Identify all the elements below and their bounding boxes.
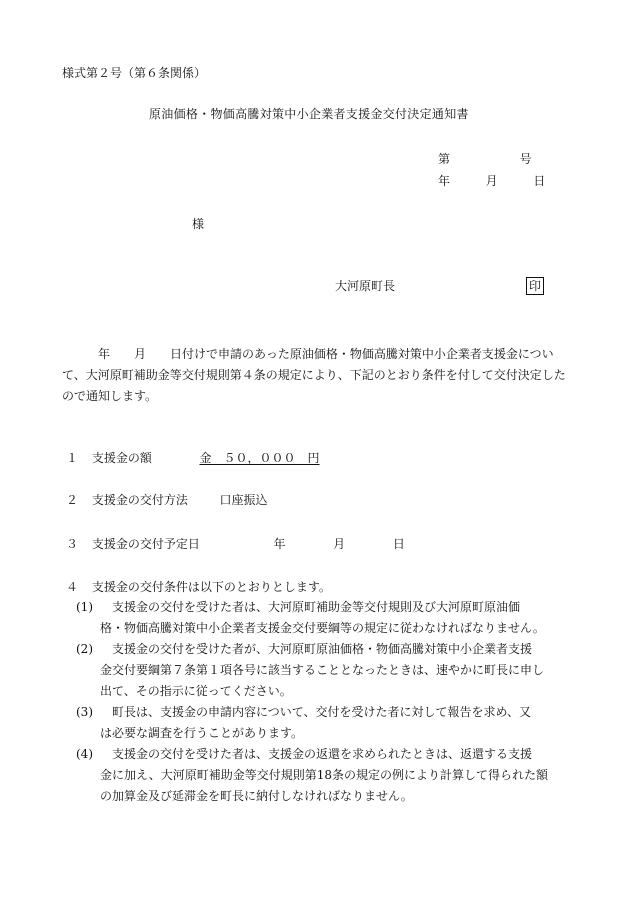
item-2 — [66, 494, 268, 506]
condition-line: 金に加え、大河原町補助金等交付規則第18条の規定の例により計算して得られた額 — [100, 768, 548, 782]
doc-date-month: 月 — [485, 174, 498, 188]
condition-line: 支援金の交付を受けた者が、大河原町原油価格・物価高騰対策中小企業者支援 — [112, 642, 533, 656]
doc-number-prefix: 第 — [438, 152, 451, 166]
item-4 — [66, 581, 331, 593]
doc-date-year: 年 — [438, 174, 451, 188]
condition-line: 金交付要綱第７条第１項各号に該当することとなったときは、速やかに町長に申し — [100, 663, 545, 677]
document-number — [438, 153, 532, 165]
conditions-list — [76, 597, 576, 807]
issuer-name: 大河原町長 — [335, 279, 396, 293]
item-1 — [66, 452, 320, 464]
condition-1 — [76, 597, 576, 639]
item-number: ２ — [66, 493, 79, 507]
scheduled-day: 日 — [392, 537, 405, 551]
item-number: １ — [66, 451, 79, 465]
form-number: 様式第２号（第６条関係） — [62, 66, 207, 80]
doc-number-suffix: 号 — [519, 152, 532, 166]
condition-line: は必要な調査を行うことがあります。 — [100, 726, 304, 740]
payment-method: 口座振込 — [219, 493, 268, 507]
item-3 — [66, 538, 405, 550]
addressee-honorific: 様 — [192, 217, 205, 231]
item-number: ４ — [66, 580, 79, 594]
condition-line: の加算金及び延滞金を町長に納付しなければなりません。 — [100, 789, 413, 803]
scheduled-month: 月 — [333, 537, 346, 551]
scheduled-year: 年 — [273, 537, 286, 551]
item-label: 支援金の交付方法 — [91, 493, 188, 507]
condition-line: 支援金の交付を受けた者は、支援金の返還を求められたときは、返還する支援 — [112, 747, 533, 761]
condition-number: (2) — [76, 642, 93, 656]
seal-mark: 印 — [526, 277, 544, 295]
condition-line: 支援金の交付を受けた者は、大河原町補助金等交付規則及び大河原町原油価 — [112, 600, 521, 614]
doc-date-day: 日 — [533, 174, 546, 188]
condition-line: 格・物価高騰対策中小企業者支援金交付要綱等の規定に従わなければなりません。 — [100, 621, 545, 635]
condition-line: 出て、その指示に従ってください。 — [100, 684, 292, 698]
document-date — [438, 175, 545, 187]
item-label: 支援金の交付条件は以下のとおりとします。 — [91, 580, 331, 594]
document-title: 原油価格・物価高騰対策中小企業者支援金交付決定通知書 — [149, 107, 469, 121]
condition-2 — [76, 639, 576, 702]
condition-number: (3) — [76, 705, 93, 719]
support-amount: 金 ５０，０００ 円 — [199, 451, 320, 465]
condition-line: 町長は、支援金の申請内容について、交付を受けた者に対して報告を求め、又 — [112, 705, 532, 719]
item-number: ３ — [66, 537, 79, 551]
condition-3 — [76, 702, 576, 744]
item-label: 支援金の交付予定日 — [91, 537, 200, 551]
condition-number: (4) — [76, 747, 93, 761]
condition-number: (1) — [76, 600, 93, 614]
notice-body: 年 月 日付けで申請のあった原油価格・物価高騰対策中小企業者支援金について、大河原町補助金等交付規則第４条の規定により、下記のとおり条件を付して交付決定したので通知します。 — [62, 347, 566, 403]
condition-4 — [76, 744, 576, 807]
item-label: 支援金の額 — [91, 451, 152, 465]
